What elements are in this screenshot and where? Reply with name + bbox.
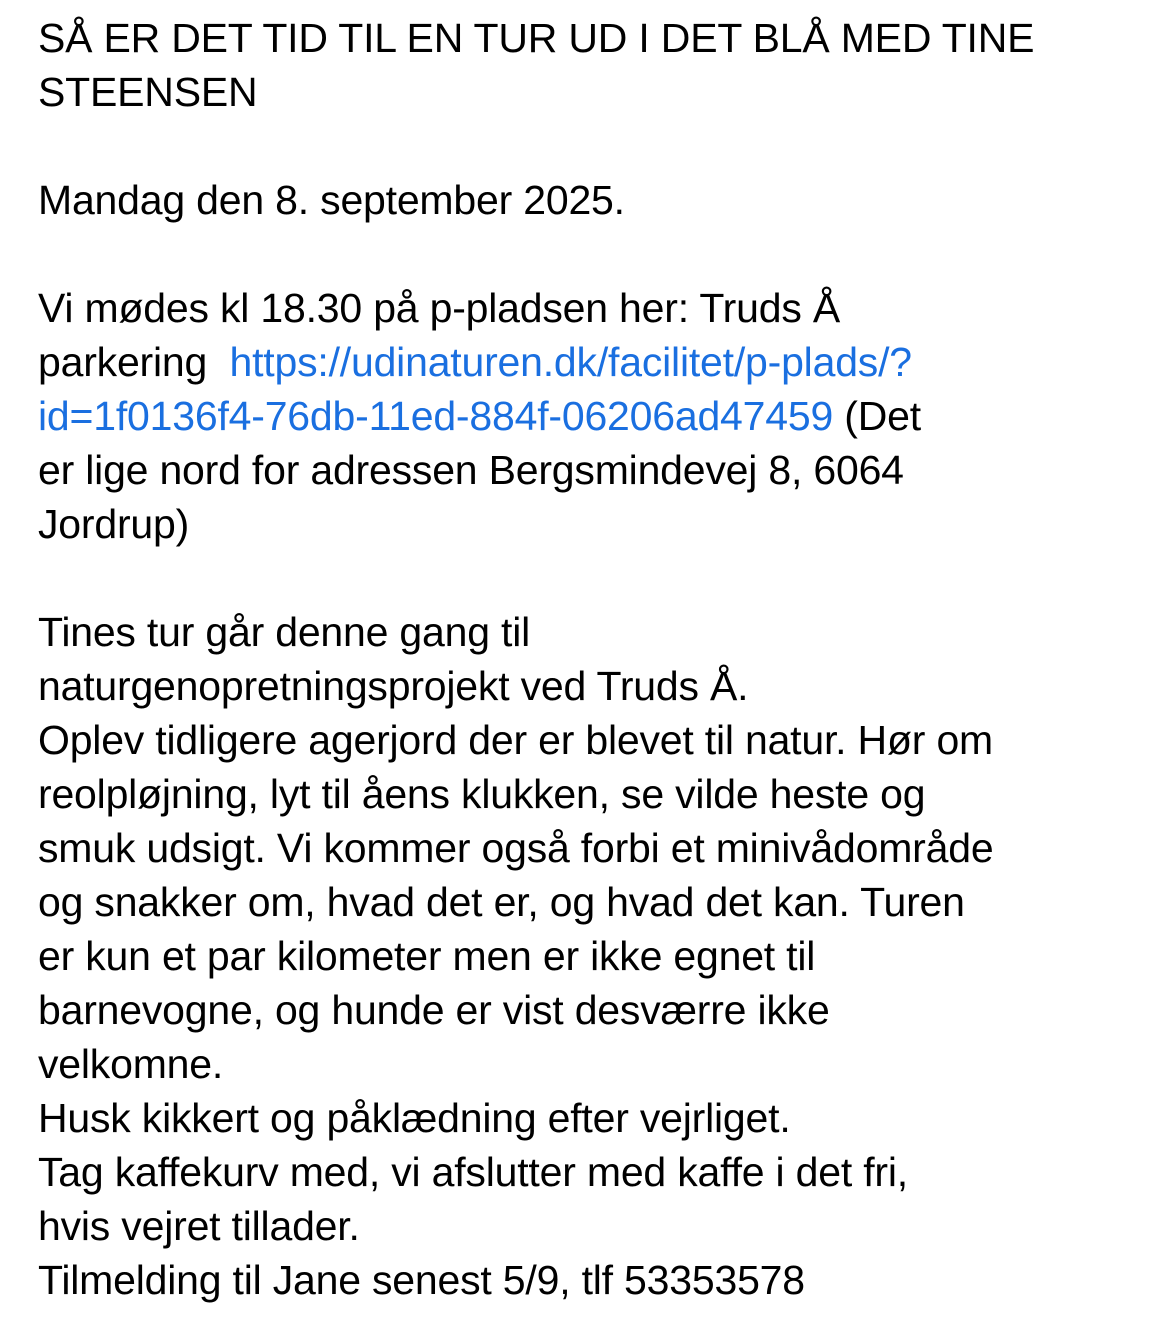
body-line: reolpløjning, lyt til åens klukken, se vilde heste og	[38, 771, 926, 817]
parking-label: parkering	[38, 339, 230, 385]
body-line: barnevogne, og hunde er vist desværre ikke	[38, 987, 830, 1033]
body-line: er kun et par kilometer men er ikke egnet til	[38, 933, 816, 979]
meeting-note-start: (Det	[833, 393, 921, 439]
body-line: Tines tur går denne gang til	[38, 609, 531, 655]
blank-line	[38, 551, 1148, 605]
body-line: Tag kaffekurv med, vi afslutter med kaffe i det fri,	[38, 1149, 908, 1195]
body-line: og snakker om, hvad det er, og hvad det kan. Turen	[38, 879, 965, 925]
meeting-line-1: Vi mødes kl 18.30 på p-pladsen her: Truds Å	[38, 285, 840, 331]
title-line-2: STEENSEN	[38, 69, 258, 115]
body-line: Husk kikkert og påklædning efter vejrliget.	[38, 1095, 791, 1141]
signup-line: Tilmelding til Jane senest 5/9, tlf 53353578	[38, 1257, 805, 1303]
date-line: Mandag den 8. september 2025.	[38, 177, 625, 223]
meeting-line-5: Jordrup)	[38, 501, 190, 547]
title-line-1: SÅ ER DET TID TIL EN TUR UD I DET BLÅ MED TINE	[38, 15, 1035, 61]
body-line: velkomne.	[38, 1041, 224, 1087]
meeting-line-4: er lige nord for adressen Bergsmindevej 8, 6064	[38, 447, 904, 493]
body-line: naturgenopretningsprojekt ved Truds Å.	[38, 663, 749, 709]
parking-link-continued[interactable]: id=1f0136f4-76db-11ed-884f-06206ad47459	[38, 393, 834, 439]
body-line: smuk udsigt. Vi kommer også forbi et minivådområde	[38, 825, 994, 871]
meeting-line-2	[38, 335, 1148, 389]
parking-link[interactable]: https://udinaturen.dk/facilitet/p-plads/?	[229, 339, 912, 385]
body-line: hvis vejret tillader.	[38, 1203, 360, 1249]
message-text	[38, 11, 1148, 1307]
meeting-line-3	[38, 389, 1148, 443]
blank-line	[38, 119, 1148, 173]
blank-line	[38, 227, 1148, 281]
body-line: Oplev tidligere agerjord der er blevet til natur. Hør om	[38, 717, 994, 763]
